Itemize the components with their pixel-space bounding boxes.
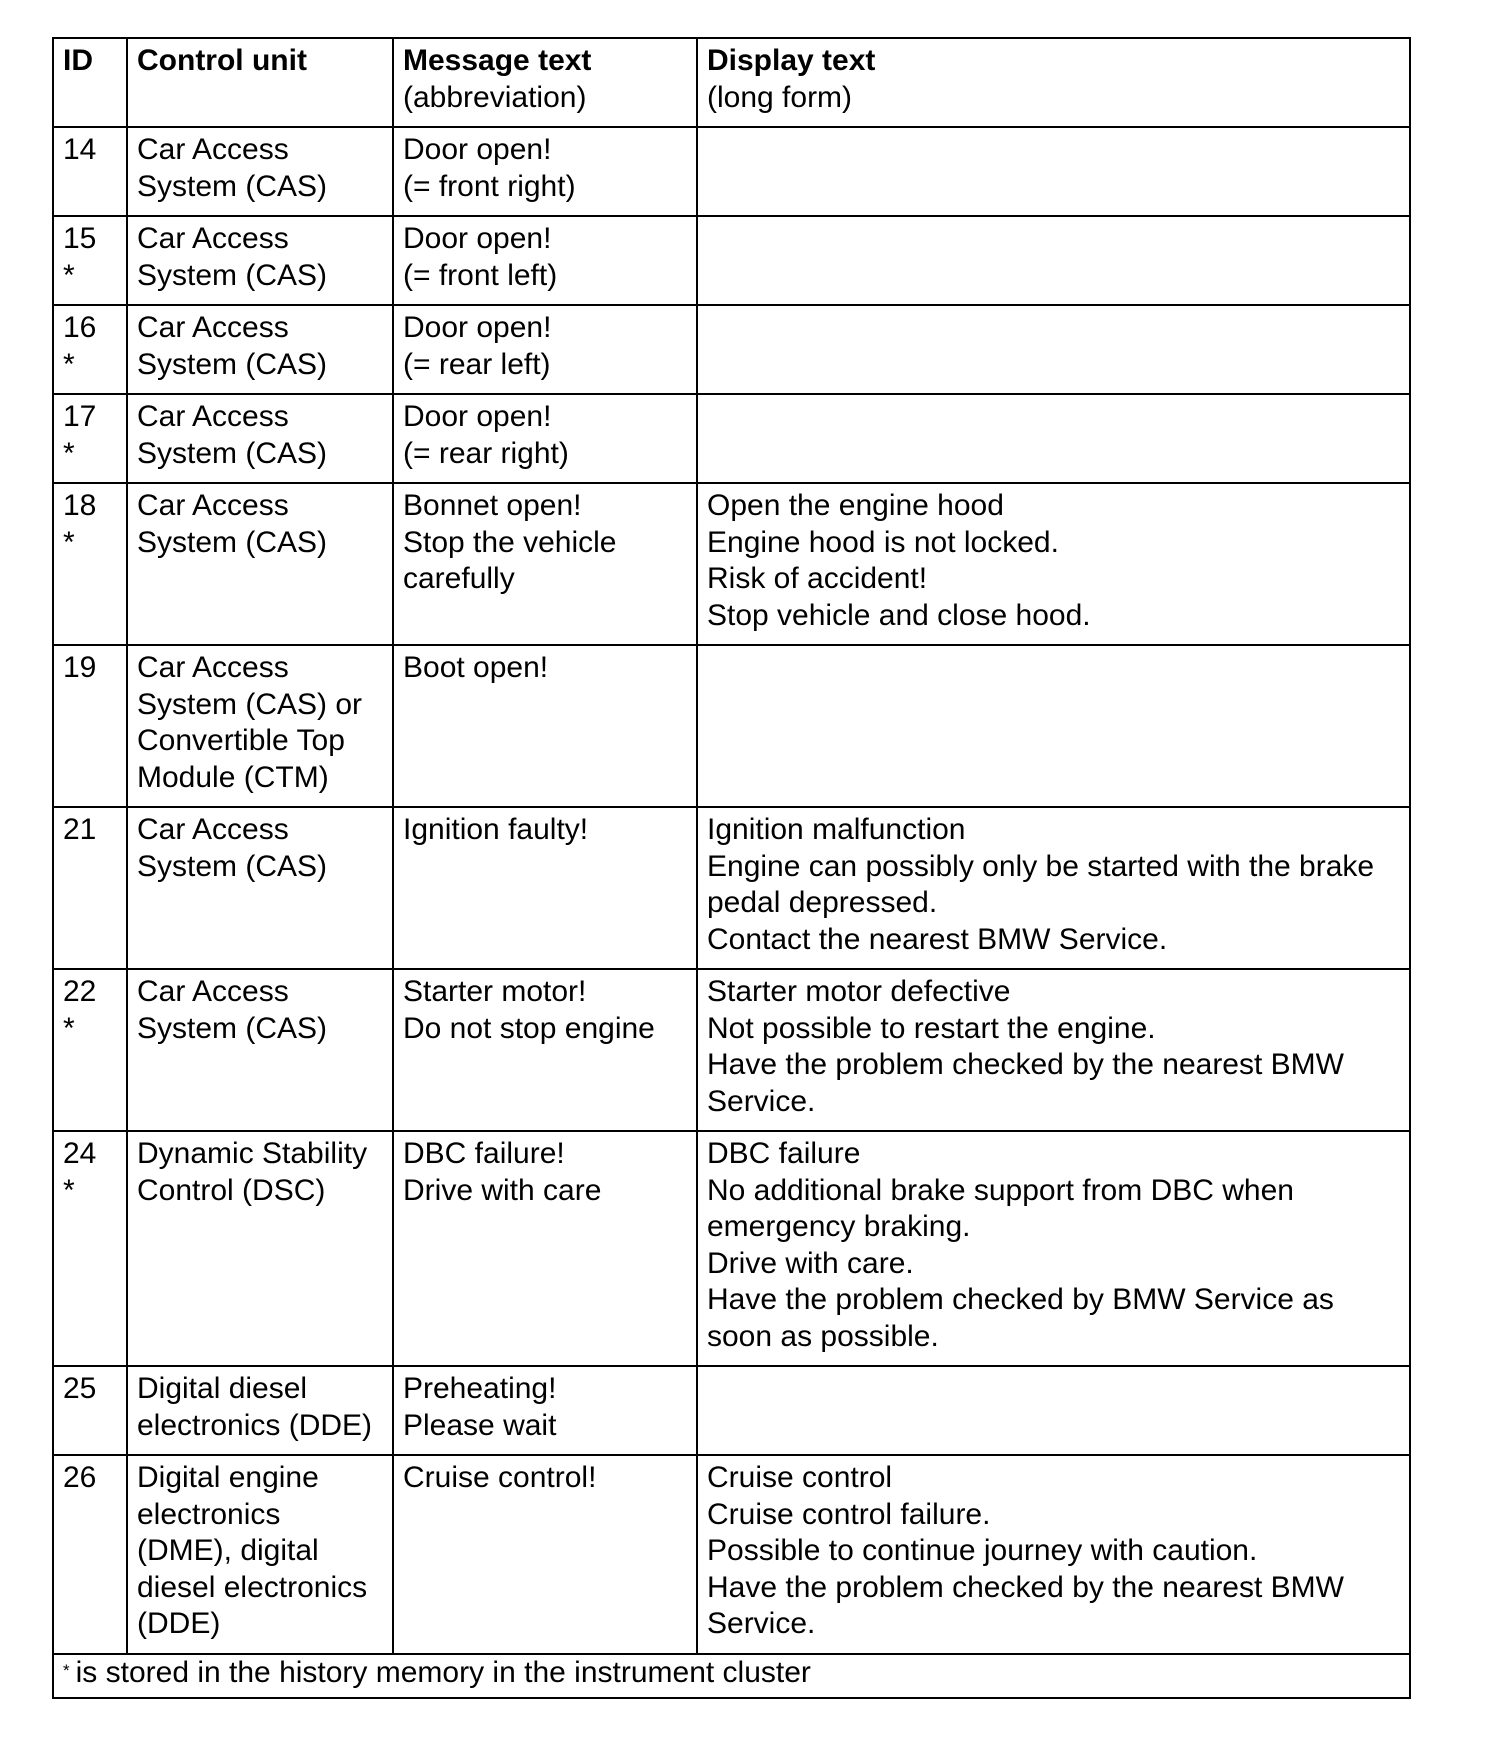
row-id: 21 <box>63 813 97 846</box>
cell-message-text-line: Door open! <box>403 400 552 433</box>
cell-message-text-line: Do not stop engine <box>403 1011 655 1045</box>
cell-display-text-line: Possible to continue journey with caution. <box>707 1534 1258 1567</box>
control-unit-message-table <box>52 37 1411 1699</box>
cell-control-unit <box>127 216 393 305</box>
cell-control-unit <box>127 1455 393 1654</box>
row-id: 22 <box>63 975 97 1008</box>
cell-message-text-line: Ignition faulty! <box>403 813 589 846</box>
cell-id <box>53 807 127 969</box>
cell-display-text-line: emergency braking. <box>707 1210 971 1243</box>
cell-control-unit-line: Convertible Top <box>137 724 345 757</box>
cell-message-text-line: Door open! <box>403 311 552 344</box>
cell-control-unit <box>127 483 393 645</box>
cell-display-text <box>697 1131 1410 1366</box>
header-message-text: Message text (abbreviation) <box>393 38 697 127</box>
cell-control-unit-line: (DDE) <box>137 1607 221 1640</box>
cell-message-text-line: Please wait <box>403 1408 557 1442</box>
table-body <box>53 127 1410 1654</box>
cell-control-unit-line: System (CAS) <box>137 1011 328 1045</box>
cell-display-text-line: Drive with care. <box>707 1246 914 1280</box>
cell-control-unit-line: electronics <box>137 1497 281 1531</box>
cell-control-unit <box>127 305 393 394</box>
row-id: 26 <box>63 1461 97 1494</box>
table-row <box>53 394 1410 483</box>
cell-control-unit-line: (DME), digital <box>137 1534 319 1567</box>
cell-message-text <box>393 807 697 969</box>
history-memory-marker: * <box>63 1011 75 1045</box>
cell-id <box>53 1366 127 1455</box>
table-row <box>53 1366 1410 1455</box>
cell-control-unit-line: Car Access <box>137 651 289 684</box>
table-row <box>53 127 1410 216</box>
table-row <box>53 969 1410 1131</box>
cell-control-unit-line: Car Access <box>137 975 289 1008</box>
table-row <box>53 305 1410 394</box>
cell-control-unit-line: System (CAS) <box>137 849 328 883</box>
cell-display-text-line: No additional brake support from DBC when <box>707 1173 1294 1207</box>
cell-message-text <box>393 969 697 1131</box>
cell-message-text-line: Drive with care <box>403 1173 602 1207</box>
cell-message-text-line: (= rear left) <box>403 347 551 381</box>
cell-message-text-line: Preheating! <box>403 1372 557 1405</box>
cell-display-text-line: Ignition malfunction <box>707 813 966 846</box>
cell-display-text-line: Stop vehicle and close hood. <box>707 598 1091 632</box>
cell-display-text-line: Engine hood is not locked. <box>707 525 1059 559</box>
cell-message-text <box>393 1366 697 1455</box>
cell-message-text-line: (= front left) <box>403 258 558 292</box>
cell-display-text-line: Have the problem checked by BMW Service as <box>707 1283 1334 1316</box>
history-memory-marker: * <box>63 436 75 470</box>
cell-control-unit-line: Control (DSC) <box>137 1173 326 1207</box>
row-id: 14 <box>63 133 97 166</box>
cell-id <box>53 394 127 483</box>
header-id: ID <box>53 38 127 127</box>
cell-id <box>53 305 127 394</box>
table-row <box>53 645 1410 807</box>
cell-control-unit-line: Car Access <box>137 311 289 344</box>
cell-control-unit <box>127 1366 393 1455</box>
cell-display-text-line: Risk of accident! <box>707 562 928 595</box>
cell-control-unit-line: Car Access <box>137 400 289 433</box>
cell-display-text <box>697 483 1410 645</box>
cell-message-text <box>393 305 697 394</box>
cell-display-text-line: Not possible to restart the engine. <box>707 1011 1156 1045</box>
row-id: 19 <box>63 651 97 684</box>
header-display-text: Display text (long form) <box>697 38 1410 127</box>
cell-display-text-line: soon as possible. <box>707 1319 939 1353</box>
cell-control-unit <box>127 394 393 483</box>
cell-control-unit <box>127 1131 393 1366</box>
cell-message-text <box>393 1131 697 1366</box>
table-header-row <box>53 38 1410 127</box>
cell-message-text-line: Door open! <box>403 133 552 166</box>
cell-id <box>53 127 127 216</box>
cell-control-unit <box>127 645 393 807</box>
cell-id <box>53 645 127 807</box>
cell-id <box>53 483 127 645</box>
cell-message-text-line: Cruise control! <box>403 1461 597 1494</box>
cell-message-text-line: Bonnet open! <box>403 489 582 522</box>
history-memory-marker: * <box>63 258 75 292</box>
cell-control-unit <box>127 807 393 969</box>
header-control-unit: Control unit <box>127 38 393 127</box>
cell-message-text <box>393 394 697 483</box>
cell-display-text-line: Engine can possibly only be started with the brake <box>707 849 1375 883</box>
cell-control-unit <box>127 127 393 216</box>
cell-id <box>53 1131 127 1366</box>
table-row <box>53 807 1410 969</box>
table-row <box>53 483 1410 645</box>
cell-control-unit-line: System (CAS) <box>137 169 328 203</box>
cell-display-text-line: Service. <box>707 1607 816 1640</box>
row-id: 17 <box>63 400 97 433</box>
cell-message-text-line: (= front right) <box>403 169 576 203</box>
table-row <box>53 1455 1410 1654</box>
cell-message-text-line: Door open! <box>403 222 552 255</box>
history-memory-marker: * <box>63 1173 75 1207</box>
cell-message-text-line: Starter motor! <box>403 975 587 1008</box>
cell-message-text-line: Stop the vehicle <box>403 525 617 559</box>
cell-message-text <box>393 1455 697 1654</box>
cell-control-unit-line: Digital engine <box>137 1461 319 1494</box>
row-id: 18 <box>63 489 97 522</box>
table-row <box>53 216 1410 305</box>
cell-id <box>53 1455 127 1654</box>
cell-message-text-line: DBC failure! <box>403 1137 565 1170</box>
footnote-row <box>53 1654 1410 1698</box>
cell-control-unit-line: diesel electronics <box>137 1570 368 1604</box>
cell-display-text-line: Cruise control <box>707 1461 893 1494</box>
cell-control-unit-line: System (CAS) <box>137 347 328 381</box>
cell-display-text-line: pedal depressed. <box>707 886 938 919</box>
cell-display-text-line: Service. <box>707 1084 816 1118</box>
cell-display-text <box>697 1455 1410 1654</box>
cell-display-text <box>697 127 1410 216</box>
cell-message-text-line: Boot open! <box>403 651 549 684</box>
cell-id <box>53 216 127 305</box>
cell-id <box>53 969 127 1131</box>
cell-control-unit <box>127 969 393 1131</box>
cell-message-text <box>393 216 697 305</box>
cell-control-unit-line: electronics (DDE) <box>137 1408 373 1442</box>
footnote-asterisk: * <box>63 1660 70 1680</box>
cell-display-text-line: Have the problem checked by the nearest BMW <box>707 1570 1344 1604</box>
cell-display-text-line: Cruise control failure. <box>707 1497 991 1531</box>
cell-display-text <box>697 807 1410 969</box>
history-memory-marker: * <box>63 525 75 559</box>
cell-display-text <box>697 394 1410 483</box>
cell-message-text <box>393 483 697 645</box>
row-id: 15 <box>63 222 97 255</box>
footnote-text: is stored in the history memory in the instrument cluster <box>75 1655 811 1689</box>
cell-message-text-line: carefully <box>403 562 515 595</box>
cell-control-unit-line: Car Access <box>137 813 289 846</box>
cell-display-text-line: Starter motor defective <box>707 975 1011 1008</box>
cell-control-unit-line: Car Access <box>137 222 289 255</box>
cell-control-unit-line: Car Access <box>137 489 289 522</box>
cell-control-unit-line: Car Access <box>137 133 289 166</box>
history-memory-marker: * <box>63 347 75 381</box>
cell-display-text <box>697 645 1410 807</box>
cell-control-unit-line: Dynamic Stability <box>137 1137 368 1170</box>
cell-display-text <box>697 305 1410 394</box>
row-id: 24 <box>63 1137 97 1170</box>
cell-control-unit-line: Module (CTM) <box>137 760 329 794</box>
cell-message-text <box>393 127 697 216</box>
cell-display-text <box>697 1366 1410 1455</box>
row-id: 25 <box>63 1372 97 1405</box>
table-row <box>53 1131 1410 1366</box>
cell-display-text-line: Open the engine hood <box>707 489 1004 522</box>
cell-message-text-line: (= rear right) <box>403 436 569 470</box>
cell-control-unit-line: System (CAS) <box>137 258 328 292</box>
cell-display-text-line: Contact the nearest BMW Service. <box>707 922 1168 956</box>
cell-control-unit-line: System (CAS) <box>137 525 328 559</box>
cell-control-unit-line: Digital diesel <box>137 1372 308 1405</box>
cell-display-text <box>697 969 1410 1131</box>
footnote <box>53 1654 1410 1698</box>
cell-display-text-line: DBC failure <box>707 1137 861 1170</box>
cell-control-unit-line: System (CAS) or <box>137 687 363 721</box>
row-id: 16 <box>63 311 97 344</box>
cell-display-text-line: Have the problem checked by the nearest BMW <box>707 1048 1344 1081</box>
cell-message-text <box>393 645 697 807</box>
cell-control-unit-line: System (CAS) <box>137 436 328 470</box>
cell-display-text <box>697 216 1410 305</box>
